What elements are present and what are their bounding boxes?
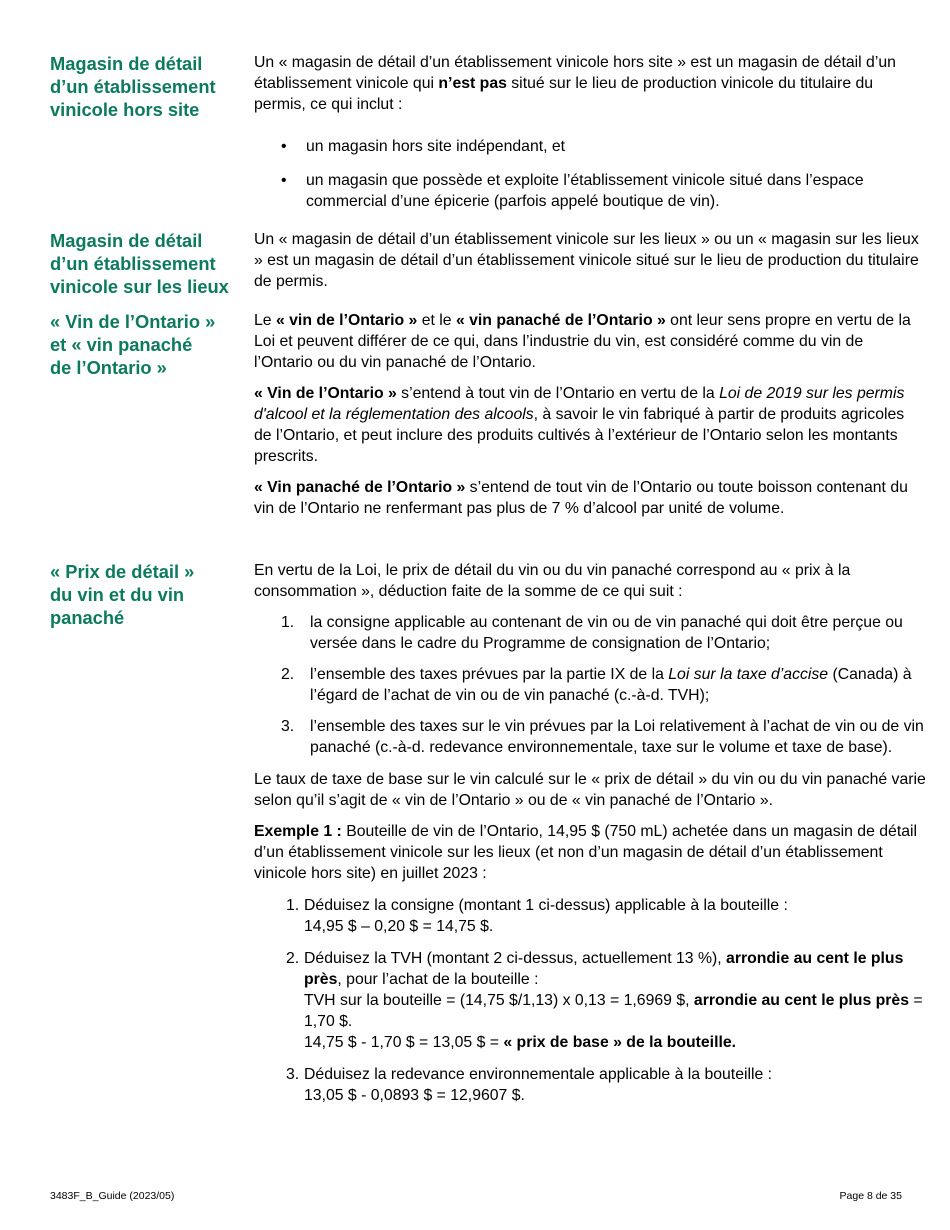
item-text: la consigne applicable au contenant de vin ou de vin panaché qui doit être perçue ou versée dans le cadre du Programme de consignation de l’Ontario;: [310, 614, 903, 652]
step-line: 13,05 $ - 0,0893 $ = 12,9607 $.: [304, 1087, 525, 1104]
term-line: « Vin de l’Ontario »: [50, 311, 216, 332]
term-line: Magasin de détail: [50, 230, 203, 251]
term-line: d’un établissement: [50, 76, 216, 97]
item-number: 2.: [281, 666, 295, 683]
deduction-list: [254, 612, 926, 758]
definition-text: Un « magasin de détail d’un établissement vinicole sur les lieux » ou un « magasin sur les lieux » est un magasin de détail d’un établissement vinicole situé sur le lieu de production du titulaire de permis.: [254, 231, 919, 290]
definition-intro: En vertu de la Loi, le prix de détail du vin ou du vin panaché correspond au « prix à la consommation », déduction faite de la somme de ce qui suit :: [254, 562, 851, 600]
item-number: 1.: [281, 614, 295, 631]
list-item: • un magasin que possède et exploite l’établissement vinicole situé dans l’espace commercial d’une épicerie (parfois appelé boutique de vin).: [254, 170, 926, 212]
definition-body: [254, 310, 926, 519]
term-heading: [50, 560, 250, 629]
step-number: 1.: [286, 897, 300, 914]
footer-form-id: 3483F_B_Guide (2023/05): [50, 1190, 175, 1202]
example-heading: Exemple 1 : Bouteille de vin de l’Ontario, 14,95 $ (750 mL) achetée dans un magasin de détail d’un établissement vinicole sur les lieux (et non d’un magasin de détail d’un établissement vinicole hors site) en juillet 2023 :: [254, 823, 918, 882]
list-item: [254, 664, 926, 706]
step-number: 3.: [286, 1066, 300, 1083]
footer-page-number: Page 8 de 35: [839, 1190, 902, 1202]
list-item: [254, 716, 926, 758]
term-heading: [50, 310, 250, 379]
definition-body: [254, 560, 926, 1106]
term-line: et « vin panaché: [50, 334, 193, 355]
term-line: panaché: [50, 607, 125, 628]
step-line: Déduisez la TVH (montant 2 ci-dessus, actuellement 13 %), arrondie au cent le plus près, pour l’achat de la bouteille :: [304, 950, 904, 988]
definition-paragraph: « Vin de l’Ontario » s’entend à tout vin de l’Ontario en vertu de la Loi de 2019 sur les permis d'alcool et la réglementation des alcools, à savoir le vin fabriqué à partir de produits agricoles de l’Ontario, et peut inclure des produits cultivés à l’extérieur de l’Ontario selon les montants prescrits.: [254, 385, 905, 465]
definition-intro: Un « magasin de détail d’un établissement vinicole hors site » est un magasin de détail d’un établissement vinicole qui n’est pas situé sur le lieu de production vinicole du titulaire du permis, ce qui inclut :: [254, 54, 896, 113]
term-line: de l’Ontario »: [50, 357, 167, 378]
bullet-list: [254, 136, 926, 212]
definition-body: [254, 229, 926, 292]
example-step: [254, 1064, 926, 1106]
term-heading: [50, 229, 250, 298]
example-step: [254, 948, 926, 1053]
example-steps: [254, 895, 926, 1106]
step-line: 14,95 $ – 0,20 $ = 14,75 $.: [304, 918, 494, 935]
step-line: TVH sur la bouteille = (14,75 $/1,13) x 0,13 = 1,6969 $, arrondie au cent le plus près = 1,70 $.: [304, 992, 923, 1030]
term-line: du vin et du vin: [50, 584, 185, 605]
term-line: vinicole sur les lieux: [50, 276, 229, 297]
step-line: 14,75 $ - 1,70 $ = 13,05 $ = « prix de base » de la bouteille.: [304, 1034, 737, 1051]
step-line: Déduisez la redevance environnementale applicable à la bouteille :: [304, 1066, 773, 1083]
step-line: Déduisez la consigne (montant 1 ci-dessus) applicable à la bouteille :: [304, 897, 788, 914]
step-number: 2.: [286, 950, 300, 967]
term-line: « Prix de détail »: [50, 561, 195, 582]
term-line: d’un établissement: [50, 253, 216, 274]
term-line: vinicole hors site: [50, 99, 200, 120]
item-text: l’ensemble des taxes prévues par la partie IX de la Loi sur la taxe d’accise (Canada) à l’égard de l’achat de vin ou de vin panaché (c.-à-d. TVH);: [310, 666, 912, 704]
item-text: l’ensemble des taxes sur le vin prévues par la Loi relativement à l’achat de vin ou de vin panaché (c.-à-d. redevance environnementale, taxe sur le volume et taxe de base).: [310, 718, 924, 756]
definition-body: [254, 52, 926, 212]
list-item: • un magasin hors site indépendant, et: [254, 136, 926, 157]
item-number: 3.: [281, 718, 295, 735]
term-line: Magasin de détail: [50, 53, 203, 74]
list-item: [254, 612, 926, 654]
definition-paragraph: Le « vin de l’Ontario » et le « vin panaché de l’Ontario » ont leur sens propre en vertu de la Loi et peuvent différer de ce qui, dans l’industrie du vin, est considéré comme du vin de l’Ontario ou du vin panaché de l’Ontario.: [254, 312, 911, 371]
term-heading: [50, 52, 250, 121]
base-rate-note: Le taux de taxe de base sur le vin calculé sur le « prix de détail » du vin ou du vin panaché varie selon qu’il s’agit de « vin de l’Ontario » ou de « vin panaché de l’Ontario ».: [254, 771, 926, 809]
example-step: [254, 895, 926, 937]
definition-paragraph: « Vin panaché de l’Ontario » s’entend de tout vin de l’Ontario ou toute boisson contenant du vin de l’Ontario ne renfermant pas plus de 7 % d’alcool par unité de volume.: [254, 479, 908, 517]
